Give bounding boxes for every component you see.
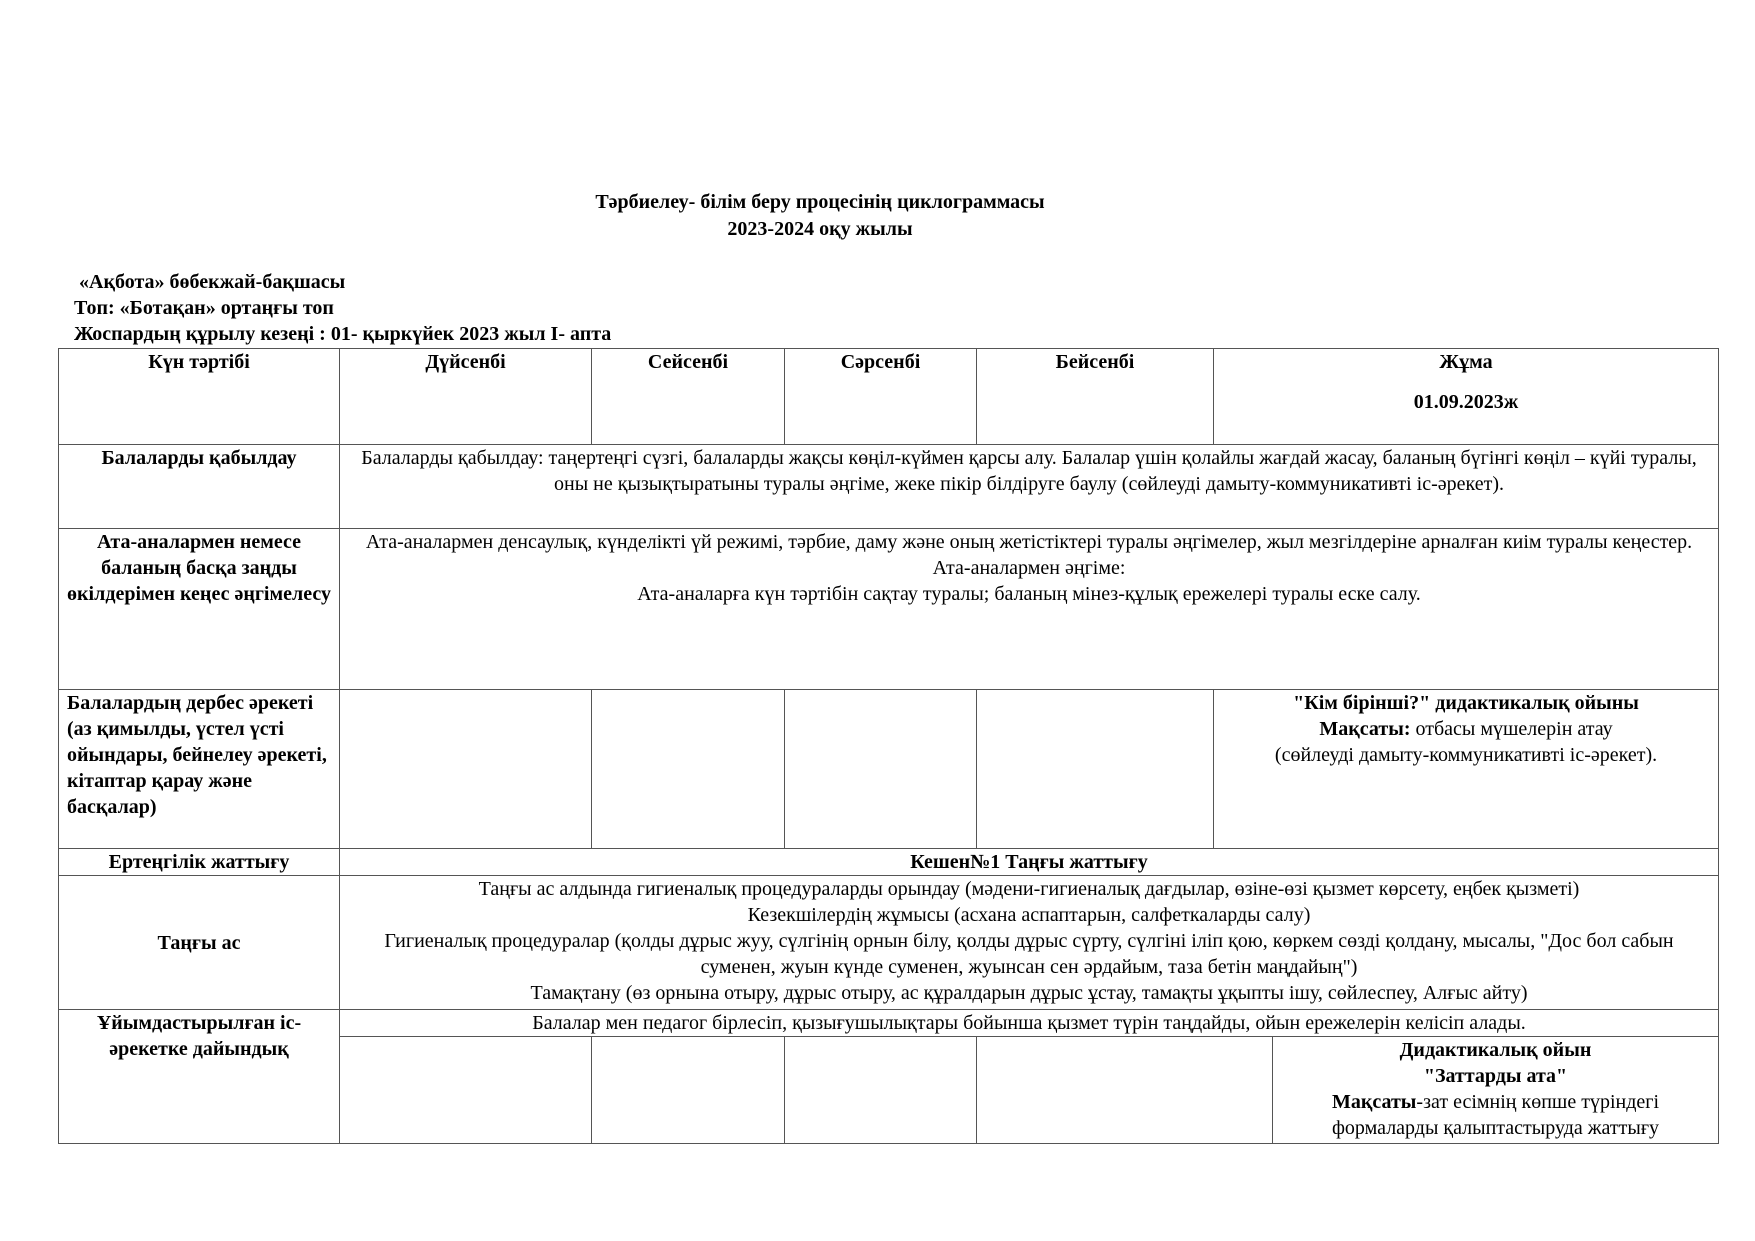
prep-label: Ұйымдастырылған іс-әрекетке дайындық xyxy=(59,1010,340,1144)
prep-row xyxy=(59,1010,1719,1037)
prep-shared-text: Балалар мен педагог бірлесіп, қызығушылықтары бойынша қызмет түрін таңдайды, ойын ережелерін келісіп алады. xyxy=(340,1010,1719,1037)
breakfast-row xyxy=(59,876,1719,1010)
independent-monday xyxy=(340,690,592,849)
header-friday-date: 01.09.2023ж xyxy=(1413,391,1519,413)
header-tuesday: Сейсенбі xyxy=(592,349,785,445)
header-routine: Күн тәртібі xyxy=(59,349,340,445)
header-monday: Дүйсенбі xyxy=(340,349,592,445)
independent-friday-goal xyxy=(1222,716,1710,742)
prep-monday xyxy=(340,1037,592,1144)
breakfast-line-4: Тамақтану (өз орнына отыру, дұрыс отыру, ас құралдарын дұрыс ұстау, тамақты ұқыпты ішу, сөйлеспеу, Алғыс айту) xyxy=(530,982,1528,1004)
prep-friday-goal xyxy=(1281,1089,1710,1141)
parents-content xyxy=(340,529,1719,690)
independent-goal-label: Мақсаты: xyxy=(1319,718,1411,740)
breakfast-line-1: Таңғы ас алдында гигиеналық процедураларды орындау (мәдени-гигиеналық дағдылар, өзіне-өзі қызмет көрсету, еңбек қызметі) xyxy=(478,878,1580,900)
prep-friday xyxy=(1273,1037,1719,1144)
independent-goal-text: отбасы мүшелерін атау xyxy=(1410,718,1613,740)
prep-thursday xyxy=(977,1037,1273,1144)
independent-tuesday xyxy=(592,690,785,849)
exercise-row xyxy=(59,849,1719,876)
plan-period: Жоспардың құрылу кезеңі : 01- қыркүйек 2023 жыл I- апта xyxy=(74,323,612,345)
prep-goal-text: -зат есімнің көпше түріндегі формаларды қалыптастыруда жаттығу xyxy=(1331,1091,1660,1139)
parents-label: Ата-аналармен немесе баланың басқа заңды өкілдерімен кеңес әңгімелесу xyxy=(59,529,340,690)
prep-friday-title: Дидактикалық ойын xyxy=(1399,1039,1592,1061)
parents-line-3: Ата-аналарға күн тәртібін сақтау туралы; баланың мінез-құлық ережелері туралы еске салу. xyxy=(637,583,1421,605)
breakfast-line-3: Гигиеналық процедуралар (қолды дұрыс жуу, сүлгінің орнын білу, қолды дұрыс сүрту, сүлгіні іліп қою, көркем сөзді қолдану, мысалы, "Дос бол сабын суменен, жуын күнде суменен, жуынсан сен әрдайым, таза бетін маңдайың") xyxy=(384,930,1674,978)
exercise-label: Ертеңгілік жаттығу xyxy=(59,849,340,876)
reception-text: Балаларды қабылдау: таңертеңгі сүзгі, балаларды жақсы көңіл-күймен қарсы алу. Балалар үшін қолайлы жағдай жасау, баланың бүгінгі көңіл – күйі туралы, оны не қызықтыратыны туралы әңгіме, жеке пікір білдіруге баулу (сөйлеуді дамыту-коммуникативті іс-әрекет). xyxy=(340,445,1719,529)
prep-friday-game: "Заттарды ата" xyxy=(1423,1065,1568,1087)
reception-row xyxy=(59,445,1719,529)
breakfast-label: Таңғы ас xyxy=(59,876,340,1010)
independent-row xyxy=(59,690,1719,849)
header-row xyxy=(59,349,1719,445)
kindergarten-name: «Ақбота» бөбекжай-бақшасы xyxy=(79,271,346,293)
parents-line-1: Ата-аналармен денсаулық, күнделікті үй режимі, тәрбие, даму және оның жетістіктері туралы әңгімелер, жыл мезгілдеріне арналған киім туралы кеңестер. xyxy=(365,531,1693,553)
breakfast-line-2: Кезекшілердің жұмысы (асхана аспаптарын, салфеткаларды салу) xyxy=(747,904,1311,926)
independent-friday-title: "Кім бірінші?" дидактикалық ойыны xyxy=(1293,692,1639,714)
independent-wednesday xyxy=(785,690,977,849)
cyclogram-table xyxy=(58,348,1719,1144)
header-wednesday: Сәрсенбі xyxy=(785,349,977,445)
header-thursday: Бейсенбі xyxy=(977,349,1214,445)
header-friday xyxy=(1214,349,1719,445)
prep-goal-label: Мақсаты xyxy=(1331,1091,1417,1113)
prep-wednesday xyxy=(785,1037,977,1144)
independent-label: Балалардың дербес әрекеті (аз қимылды, үстел үсті ойындары, бейнелеу әрекеті, кітаптар қарау және басқалар) xyxy=(59,690,340,849)
exercise-text: Кешен№1 Таңғы жаттығу xyxy=(340,849,1719,876)
parents-row xyxy=(59,529,1719,690)
document-title: Тәрбиелеу- білім беру процесінің циклограммасы xyxy=(595,191,1045,213)
parents-line-2: Ата-аналармен әңгіме: xyxy=(932,557,1126,579)
header-friday-label: Жұма xyxy=(1439,351,1493,373)
independent-friday xyxy=(1214,690,1719,849)
academic-year: 2023-2024 оқу жылы xyxy=(727,218,913,240)
independent-thursday xyxy=(977,690,1214,849)
breakfast-content xyxy=(340,876,1719,1010)
group-name: Топ: «Ботақан» ортаңғы топ xyxy=(74,297,334,319)
prep-tuesday xyxy=(592,1037,785,1144)
independent-friday-note: (сөйлеуді дамыту-коммуникативті іс-әрекет). xyxy=(1274,744,1658,766)
reception-label: Балаларды қабылдау xyxy=(59,445,340,529)
